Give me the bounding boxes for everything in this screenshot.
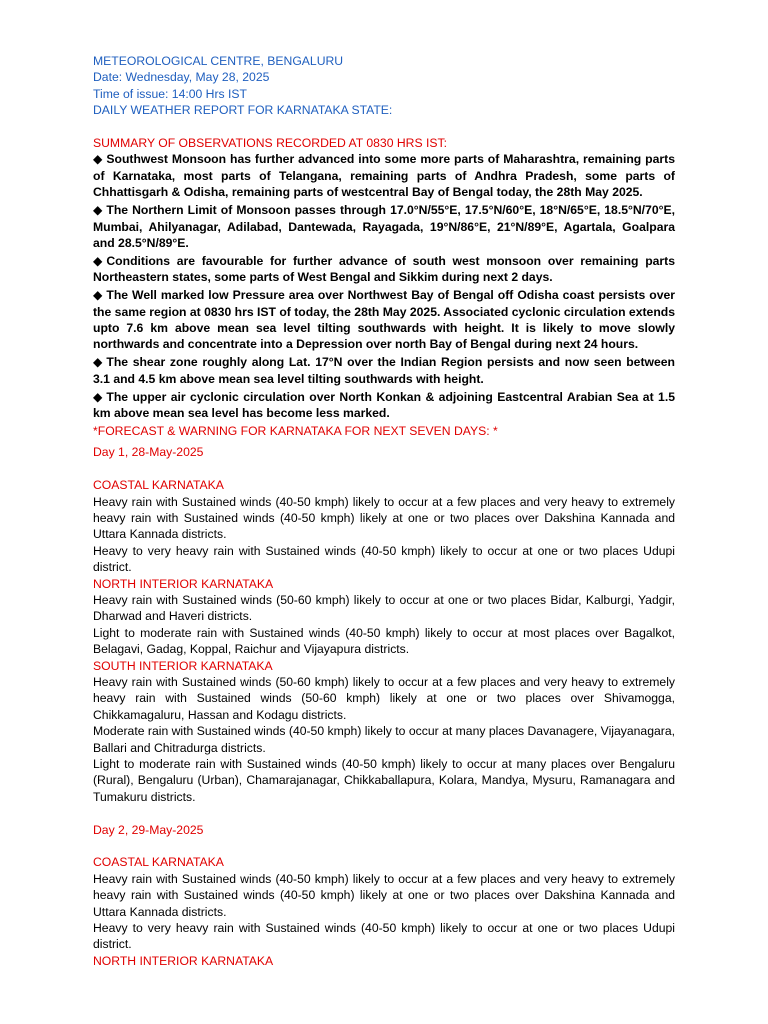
day1-south-line: Heavy rain with Sustained winds (50-60 kmph) likely to occur at a few places and very heavy to extremely heavy rain with Sustained winds (50-60 kmph) likely at one or two places over Shivamogga, Chikkamagaluru, Hassan and Kodagu districts. [93,675,675,722]
day2-coastal-heading: COASTAL KARNATAKA [93,855,224,870]
spacer [93,119,675,135]
centre-name: METEOROLOGICAL CENTRE, BENGALURU [93,54,344,68]
day2-coastal-line: Heavy to very heavy rain with Sustained winds (40-50 kmph) likely to occur at one or two places Udupi district. [93,921,675,952]
summary-list [93,151,675,421]
summary-item: ◆ Conditions are favourable for further advance of south west monsoon over remaining parts Northeastern states, some parts of West Bengal and Sikkim during next 2 days. [93,253,675,285]
diamond-bullet-icon: ◆ [93,389,103,404]
day2-coastal-line: Heavy rain with Sustained winds (40-50 kmph) likely to occur at a few places and very heavy to extremely heavy rain with Sustained winds (40-50 kmph) likely at one or two places over Dakshina Kannada and Uttara Kannada districts. [93,871,675,919]
weather-report-document [93,53,675,969]
day1-north-heading: NORTH INTERIOR KARNATAKA [93,576,274,591]
summary-title: SUMMARY OF OBSERVATIONS RECORDED AT 0830 HRS IST: [93,136,447,151]
day1-south-line: Light to moderate rain with Sustained winds (40-50 kmph) likely to occur at many places over Bengaluru (Rural), Bengaluru (Urban), Chamarajanagar, Chikkaballapura, Kolara, Mandya, Mysuru, Ramanagara and Tumakuru districts. [93,757,675,804]
summary-item: ◆ Southwest Monsoon has further advanced into some more parts of Maharashtra, remaining parts of Karnataka, most parts of Telangana, remaining parts of Andhra Pradesh, some parts of Chhattisgarh & Odisha, remaining parts of westcentral Bay of Bengal today, the 28th May 2025. [93,152,675,200]
day2-label: Day 2, 29-May-2025 [93,822,204,837]
day1-label: Day 1, 28-May-2025 [93,445,204,460]
day2-north-heading: NORTH INTERIOR KARNATAKA [93,953,274,968]
report-date: Date: Wednesday, May 28, 2025 [93,70,270,85]
forecast-title: *FORECAST & WARNING FOR KARNATAKA FOR NEXT SEVEN DAYS: * [93,423,498,438]
day1-north-line: Heavy rain with Sustained winds (50-60 kmph) likely to occur at one or two places Bidar, Kalburgi, Yadgir, Dharwad and Haveri districts. [93,592,675,624]
diamond-bullet-icon: ◆ [93,152,103,167]
diamond-bullet-icon: ◆ [93,253,103,268]
report-title: DAILY WEATHER REPORT FOR KARNATAKA STATE: [93,103,393,118]
day1-coastal-line: Heavy to very heavy rain with Sustained winds (40-50 kmph) likely to occur at one or two places Udupi district. [93,543,675,575]
day1-coastal-heading: COASTAL KARNATAKA [93,478,224,493]
day1-coastal-line: Heavy rain with Sustained winds (40-50 kmph) likely to occur at a few places and very heavy to extremely heavy rain with Sustained winds (40-50 kmph) likely at one or two places over Dakshina Kannada and Uttara Kannada districts. [93,494,675,542]
day1-south-line: Moderate rain with Sustained winds (40-50 kmph) likely to occur at many places Davanagere, Vijayanagara, Ballari and Chitradurga districts. [93,724,675,755]
issue-time: Time of issue: 14:00 Hrs IST [93,86,247,101]
summary-item: ◆ The shear zone roughly along Lat. 17°N over the Indian Region persists and now seen between 3.1 and 4.5 km above mean sea level tilting southwards with height. [93,355,675,386]
diamond-bullet-icon: ◆ [93,288,103,303]
day1-south-heading: SOUTH INTERIOR KARNATAKA [93,658,273,673]
diamond-bullet-icon: ◆ [93,203,103,218]
diamond-bullet-icon: ◆ [93,355,103,370]
day1-north-line: Light to moderate rain with Sustained winds (40-50 kmph) likely to occur at most places over Bagalkot, Belagavi, Gadag, Koppal, Raichur and Vijayapura districts. [93,625,675,657]
summary-item: ◆ The Northern Limit of Monsoon passes through 17.0°N/55°E, 17.5°N/60°E, 18°N/65°E, 18.5°N/70°E, Mumbai, Ahilyanagar, Adilabad, Dantewada, Rayagada, 19°N/86°E, 21°N/89°E, Agartala, Goalpara and 28.5°N/89°E. [93,203,675,250]
summary-item: ◆ The Well marked low Pressure area over Northwest Bay of Bengal off Odisha coast persists over the same region at 0830 hrs IST of today, the 28th May 2025. Associated cyclonic circulation extends upto 7.6 km above mean sea level tilting southwards with height. It is likely to move slowly northwards and concentrate into a Depression over north Bay of Bengal during next 24 hours. [93,288,675,352]
summary-item: ◆ The upper air cyclonic circulation over North Konkan & adjoining Eastcentral Arabian Sea at 1.5 km above mean sea level has become less marked. [93,389,675,421]
